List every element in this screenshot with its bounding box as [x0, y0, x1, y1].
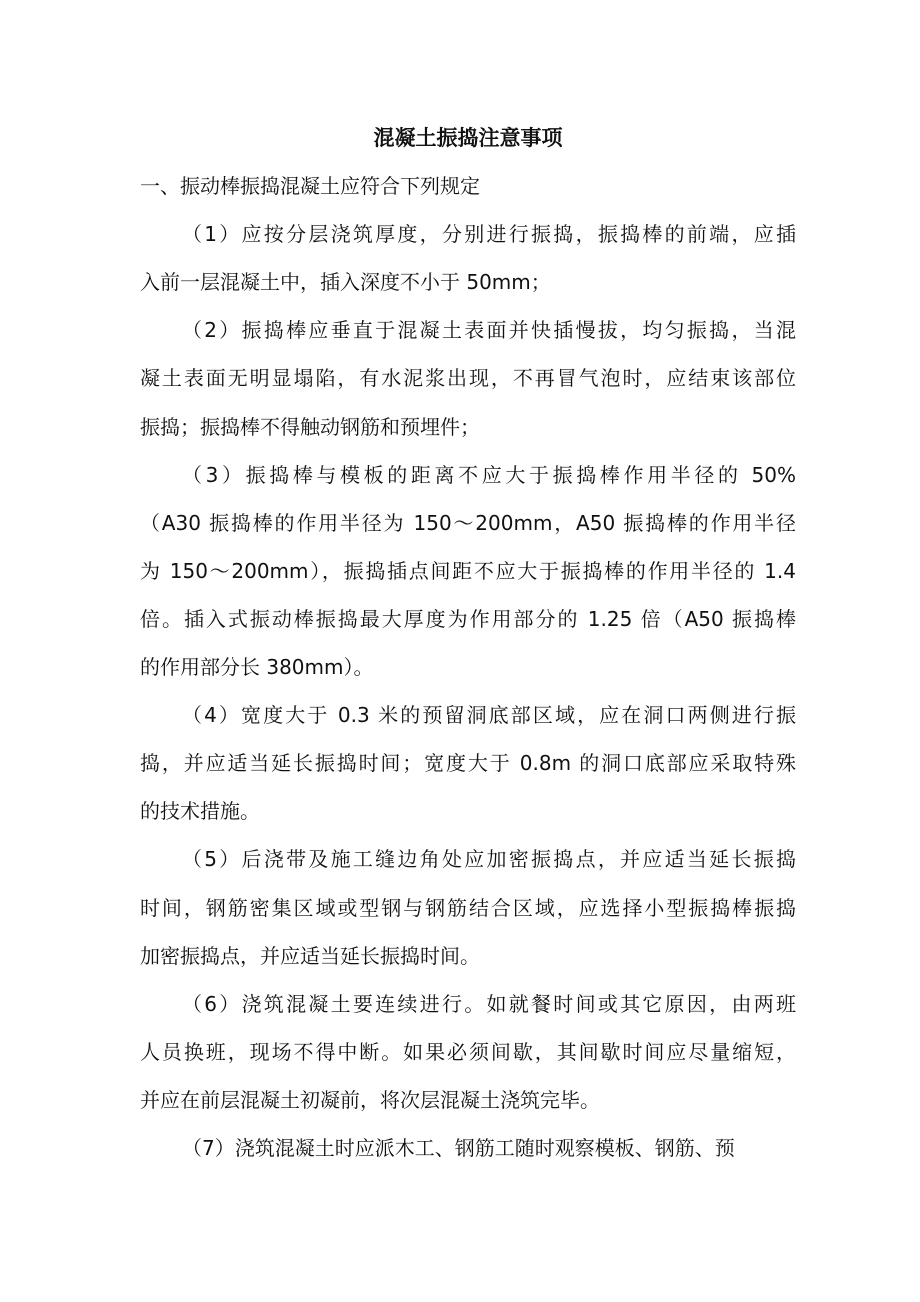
paragraph: [140, 835, 796, 979]
paragraph-line: 捣，并应适当延长振捣时间；宽度大于 0.8m 的洞口底部应采取特殊: [140, 751, 796, 776]
paragraph-line: 人员换班，现场不得中断。如果必须间歇，其间歇时间应尽量缩短，: [140, 1039, 796, 1064]
paragraph: [140, 980, 796, 1124]
paragraph-line: 为 150～200mm），振捣插点间距不应大于振捣棒的作用半径的 1.4: [140, 558, 796, 583]
paragraph-line: 凝土表面无明显塌陷，有水泥浆出现，不再冒气泡时，应结束该部位: [140, 366, 796, 391]
paragraph-line: 振捣；振捣棒不得触动钢筋和预埋件；: [140, 414, 480, 439]
paragraph: [140, 1124, 796, 1172]
paragraph-line: （5）后浇带及施工缝边角处应加密振捣点，并应适当延长振捣: [182, 847, 796, 872]
document-title: 混凝土振捣注意事项: [373, 126, 563, 150]
paragraph-line: （7）浇筑混凝土时应派木工、钢筋工随时观察模板、钢筋、预: [182, 1135, 735, 1160]
paragraph-line: （A30 振捣棒的作用半径为 150～200mm，A50 振捣棒的作用半径: [140, 510, 796, 535]
paragraph-line: 入前一层混凝土中，插入深度不小于 50mm；: [140, 270, 551, 295]
paragraph-line: （2）振捣棒应垂直于混凝土表面并快插慢拔，均匀振捣，当混: [182, 318, 796, 343]
paragraph-line: （1）应按分层浇筑厚度，分别进行振捣，振捣棒的前端，应插: [182, 222, 796, 247]
paragraph-line: （6）浇筑混凝土要连续进行。如就餐时间或其它原因，由两班: [182, 991, 796, 1016]
paragraph: [140, 306, 796, 450]
paragraph: [140, 210, 796, 306]
paragraph-line: 的作用部分长 380mm）。: [140, 655, 374, 680]
document-page: [140, 114, 796, 1172]
paragraph-line: （3）振捣棒与模板的距离不应大于振捣棒作用半径的 50%: [182, 462, 796, 487]
paragraph-line: 加密振捣点，并应适当延长振捣时间。: [140, 943, 480, 968]
paragraph-line: 倍。插入式振动棒振捣最大厚度为作用部分的 1.25 倍（A50 振捣棒: [140, 606, 796, 631]
paragraph-line: 并应在前层混凝土初凝前，将次层混凝土浇筑完毕。: [140, 1087, 600, 1112]
paragraph: [140, 451, 796, 691]
paragraph-line: （4）宽度大于 0.3 米的预留洞底部区域，应在洞口两侧进行振: [182, 703, 796, 728]
paragraph-line: 的技术措施。: [140, 799, 260, 824]
paragraphs: [140, 210, 796, 1172]
paragraph-line: 时间，钢筋密集区域或型钢与钢筋结合区域，应选择小型振捣棒振捣: [140, 895, 796, 920]
paragraph: [140, 691, 796, 835]
section-heading: 一、振动棒振捣混凝土应符合下列规定: [140, 174, 480, 199]
